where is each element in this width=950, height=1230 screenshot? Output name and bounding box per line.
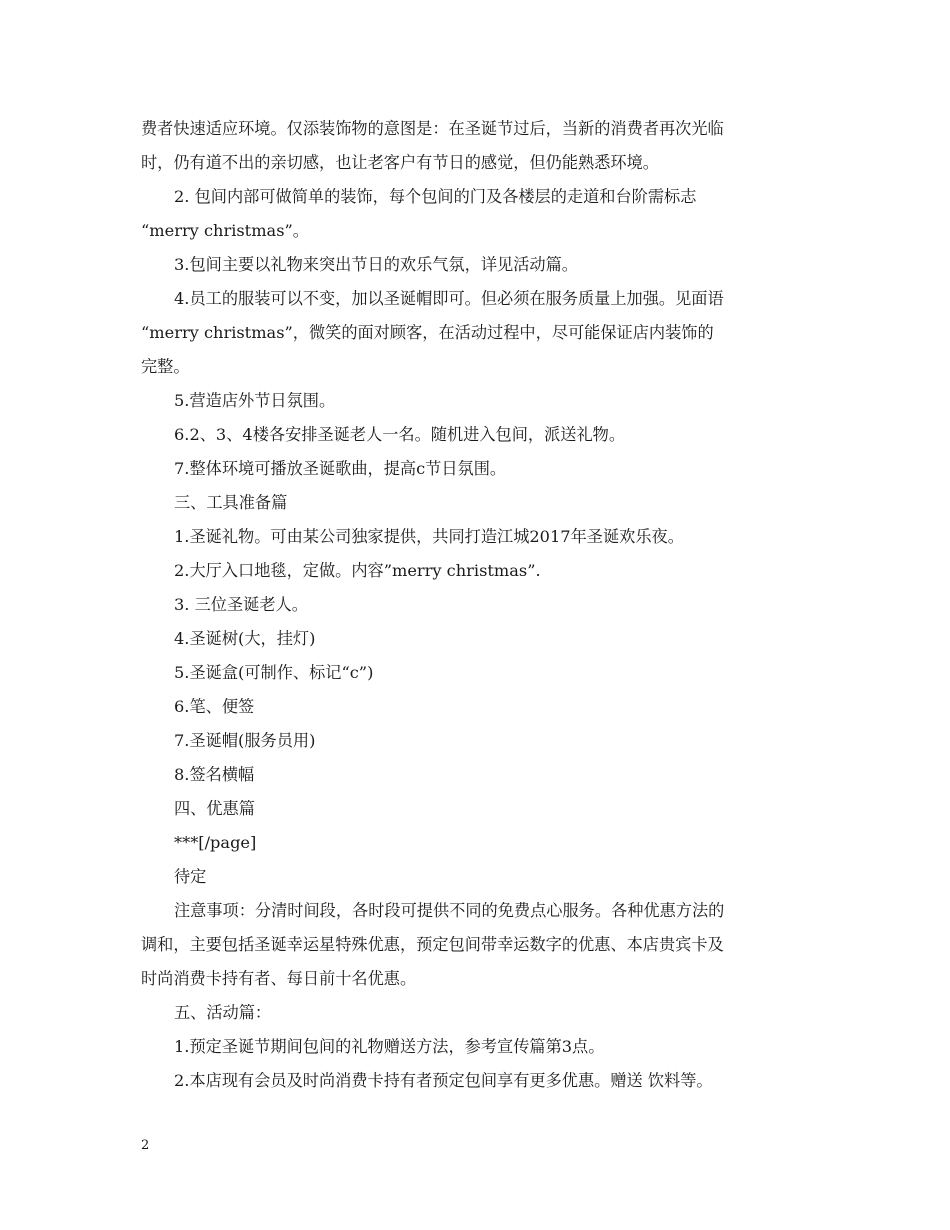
- section-heading: 四、优惠篇: [174, 799, 255, 818]
- body-line: 2.大厅入口地毯，定做。内容”merry christmas”.: [174, 561, 541, 580]
- body-line: “merry christmas”，微笑的面对顾客，在活动过程中，尽可能保证店内装饰的: [141, 323, 714, 342]
- body-line: 时尚消费卡持有者、每日前十名优惠。: [141, 969, 417, 988]
- section-heading: 五、活动篇：: [174, 1003, 272, 1022]
- body-line: 调和，主要包括圣诞幸运星特殊优惠，预定包间带幸运数字的优惠、本店贵宾卡及: [141, 935, 724, 954]
- body-line: ***[/page]: [174, 833, 257, 852]
- page-number: 2: [141, 1138, 150, 1153]
- body-line: 4.圣诞树(大，挂灯): [174, 629, 316, 648]
- body-line: 注意事项：分清时间段，各时段可提供不同的免费点心服务。各种优惠方法的: [174, 901, 725, 920]
- body-line: 4.员工的服装可以不变，加以圣诞帽即可。但必须在服务质量上加强。见面语: [174, 289, 724, 308]
- body-line: 6.笔、便签: [174, 697, 255, 716]
- body-line: 1.预定圣诞节期间包间的礼物赠送方法，参考宣传篇第3点。: [174, 1037, 605, 1056]
- body-line: 费者快速适应环境。仅添装饰物的意图是：在圣诞节过后，当新的消费者再次光临: [141, 119, 724, 138]
- body-line: 5.营造店外节日氛围。: [174, 391, 336, 410]
- section-heading: 三、工具准备篇: [174, 493, 288, 512]
- body-line: 3.包间主要以礼物来突出节日的欢乐气氛，详见活动篇。: [174, 255, 578, 274]
- body-line: 7.整体环境可播放圣诞歌曲，提高c节日氛围。: [174, 459, 507, 478]
- body-line: 5.圣诞盒(可制作、标记“c”): [174, 663, 374, 682]
- body-line: 2. 包间内部可做简单的装饰，每个包间的门及各楼层的走道和台阶需标志: [174, 187, 697, 206]
- body-line: 3. 三位圣诞老人。: [174, 595, 308, 614]
- document-body: [141, 112, 816, 1098]
- body-line: 7.圣诞帽(服务员用): [174, 731, 316, 750]
- body-line: 6.2、3、4楼各安排圣诞老人一名。随机进入包间，派送礼物。: [174, 425, 626, 444]
- body-line: “merry christmas”。: [141, 221, 309, 240]
- body-line: 1.圣诞礼物。可由某公司独家提供，共同打造江城2017年圣诞欢乐夜。: [174, 527, 684, 546]
- body-line: 2.本店现有会员及时尚消费卡持有者预定包间享有更多优惠。赠送 饮料等。: [174, 1071, 713, 1090]
- body-line: 完整。: [141, 357, 190, 376]
- body-line: 待定: [174, 867, 207, 886]
- body-line: 8.签名横幅: [174, 765, 255, 784]
- body-line: 时，仍有道不出的亲切感，也让老客户有节日的感觉，但仍能熟悉环境。: [141, 153, 659, 172]
